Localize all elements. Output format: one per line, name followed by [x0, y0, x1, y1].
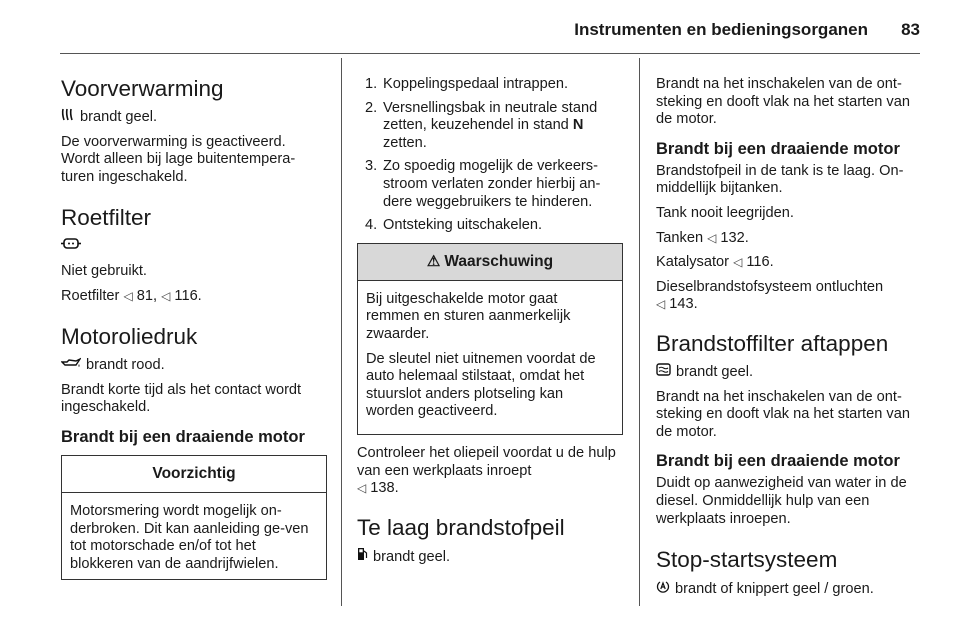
paragraph: Brandstofpeil in de tank is te laag. On-middellijk bijtanken.: [656, 162, 904, 197]
step-text: Koppelingspedaal intrappen.: [383, 76, 569, 92]
heading-brandstoffilter: Brandstoffilter aftappen: [656, 330, 889, 356]
step-number: 1.: [365, 76, 378, 92]
subheading: Brandt bij een draaiende motor: [656, 139, 900, 158]
stop-start-icon: [656, 579, 670, 598]
column-1: [61, 76, 327, 590]
paragraph: Brandt na het inschakelen van de ont-steking en dooft vlak na het starten van de motor.: [656, 388, 910, 440]
fuel-filter-water-icon: [656, 363, 671, 381]
glow-plug-icon: [61, 108, 75, 126]
paragraph-text: Controleer het oliepeil voordat u de hulp van een werkplaats inroept: [357, 444, 616, 479]
warning-body: [358, 281, 622, 434]
gear-position: N: [572, 117, 584, 134]
status-text: brandt geel.: [373, 548, 451, 565]
xref-page: 116.: [746, 254, 774, 271]
step-text: Ontsteking uitschakelen.: [383, 217, 542, 234]
page-number: 83: [901, 20, 920, 39]
status-line: [61, 108, 327, 127]
xref-page: 138.: [370, 480, 399, 497]
column-3: [656, 76, 924, 606]
caution-text: Motorsmering wordt mogelijk on-derbroken. Dit kan aanleiding ge-ven tot motorschade en/of tot het blokkeren van de aandrijfwielen.: [70, 502, 309, 572]
xref-arrow-icon: ◁: [733, 255, 743, 270]
heading-roetfilter: Roetfilter: [61, 205, 152, 231]
subheading: Brandt bij een draaiende motor: [61, 427, 305, 446]
xref-label: Dieselbrandstofsysteem ontluchten: [656, 278, 884, 295]
icon-line: [61, 237, 327, 256]
paragraph: Duidt op aanwezigheid van water in de diesel. Onmiddellijk hulp van een werkplaats inroepen.: [656, 475, 907, 527]
xref-arrow-icon: ◁: [707, 230, 717, 245]
xref-arrow-icon: ◁: [161, 288, 171, 303]
xref-page: 132.: [720, 229, 749, 246]
paragraph: [357, 445, 623, 498]
paragraph: Niet gebruikt.: [61, 262, 147, 279]
status-text: brandt geel.: [676, 363, 754, 380]
status-line: [61, 356, 327, 375]
cross-reference: [61, 288, 327, 306]
xref-label: Tanken: [656, 229, 704, 246]
xref-label: Roetfilter: [61, 287, 120, 304]
step-text: Zo spoedig mogelijk de verkeers-stroom verlaten zonder hierbij an-dere weggebruikers te hinderen.: [383, 158, 601, 210]
column-2: [357, 76, 623, 573]
status-line: [357, 547, 623, 567]
subheading: Brandt bij een draaiende motor: [656, 452, 900, 471]
step-list: [357, 76, 623, 235]
column-divider-1: [341, 58, 342, 606]
fuel-level-icon: [357, 547, 368, 566]
xref-arrow-icon: ◁: [656, 297, 666, 312]
paragraph: Brandt na het inschakelen van de ont-steking en dooft vlak na het starten van de motor.: [656, 76, 910, 128]
page-header: [0, 0, 960, 50]
page-title: Instrumenten en bedieningsorganen: [574, 20, 868, 39]
warning-text: Bij uitgeschakelde motor gaat remmen en sturen aanmerkelijk zwaarder.: [366, 290, 571, 342]
heading-brandstofpeil: Te laag brandstofpeil: [357, 514, 565, 540]
warning-title: [358, 244, 622, 281]
header-divider: [60, 53, 920, 54]
paragraph: Brandt korte tijd als het contact wordt ingeschakeld.: [61, 381, 302, 416]
status-text: brandt of knippert geel / groen.: [675, 581, 874, 598]
heading-voorverwarming: Voorverwarming: [61, 76, 224, 101]
status-text: brandt rood.: [86, 357, 165, 374]
step-number: 3.: [365, 158, 378, 175]
caution-title: Voorzichtig: [62, 456, 326, 493]
xref-page: 143.: [669, 296, 698, 313]
oil-pressure-icon: [61, 356, 81, 374]
step-number: 2.: [365, 99, 378, 116]
paragraph: De voorverwarming is geactiveerd. Wordt alleen bij lage buitentempera-turen ingeschakeld.: [61, 133, 296, 185]
list-item: [357, 158, 623, 211]
list-item: [357, 217, 623, 235]
caution-box: [61, 455, 327, 580]
cross-reference: [656, 230, 924, 248]
status-text: brandt geel.: [80, 109, 158, 125]
step-text: zetten.: [383, 134, 427, 151]
cross-reference: [656, 254, 924, 272]
warning-box: [357, 243, 623, 435]
list-item: [357, 76, 623, 94]
warning-text: De sleutel niet uitnemen voordat de auto helemaal stilstaat, omdat het stuurslot anders plotseling kan worden geactiveerd.: [366, 350, 596, 420]
column-divider-2: [639, 58, 640, 606]
heading-motoroliedruk: Motoroliedruk: [61, 324, 198, 350]
xref-arrow-icon: ◁: [123, 288, 133, 303]
warning-icon: ⚠: [426, 252, 441, 270]
particle-filter-icon: [61, 237, 81, 255]
warning-title-text: Waarschuwing: [444, 252, 554, 270]
xref-page: 116.: [174, 287, 202, 304]
status-line: [656, 363, 924, 382]
xref-arrow-icon: ◁: [357, 481, 367, 496]
xref-label: Katalysator: [656, 254, 730, 271]
cross-reference: [656, 279, 924, 314]
status-line: [656, 579, 924, 599]
step-number: 4.: [365, 217, 378, 234]
paragraph: Tank nooit leegrijden.: [656, 204, 794, 221]
heading-stop-start: Stop-startsysteem: [656, 547, 838, 573]
step-text: Versnellingsbak in neutrale stand zetten, keuzehendel in stand: [383, 99, 598, 134]
xref-page: 81,: [136, 287, 158, 304]
list-item: [357, 100, 623, 153]
